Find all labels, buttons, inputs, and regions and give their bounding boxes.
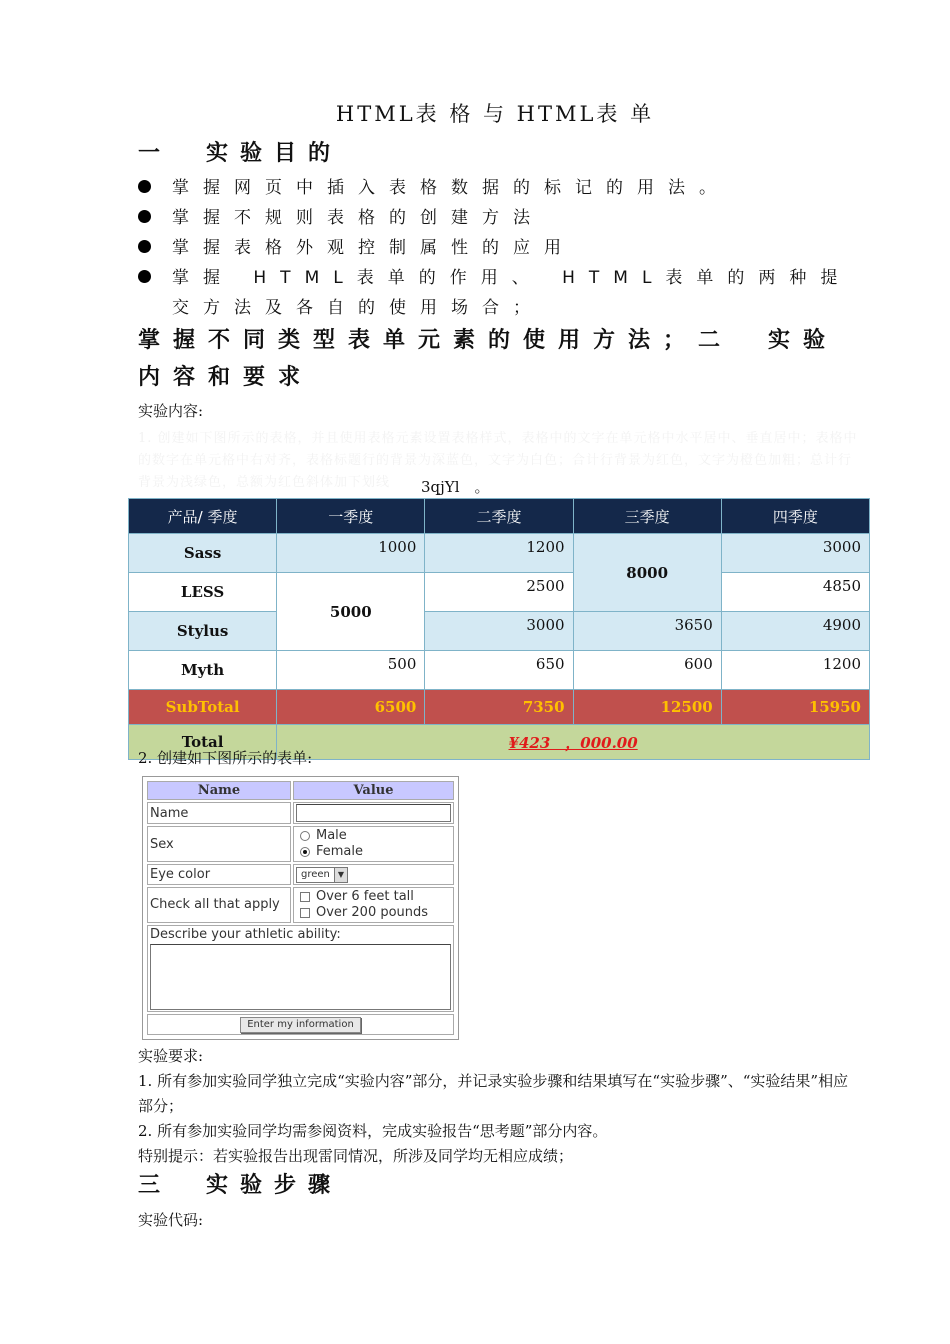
cell: 1200	[721, 651, 869, 690]
objective-item	[138, 233, 858, 263]
checkbox-tall[interactable]	[296, 889, 451, 905]
radio-icon[interactable]	[300, 831, 310, 841]
eye-color-select[interactable]	[296, 867, 348, 883]
row-label-stylus: Stylus	[129, 612, 277, 651]
describe-cell	[147, 925, 454, 1012]
objective-item	[138, 203, 858, 233]
objective-text: 掌握不规则表格的创建方法	[172, 208, 544, 228]
objective-item	[138, 173, 858, 203]
checkbox-icon[interactable]	[300, 908, 310, 918]
bullet-icon	[138, 180, 151, 193]
header-q1: 一季度	[277, 499, 425, 534]
total-amount: ¥423 ，000.00	[508, 733, 638, 752]
form-row-check	[147, 887, 454, 923]
table-row	[129, 534, 870, 573]
header-q4: 四季度	[721, 499, 869, 534]
bullet-icon	[138, 240, 151, 253]
cell: 500	[277, 651, 425, 690]
subtotal-row	[129, 690, 870, 725]
objective-text: 掌握网页中插入表格数据的标记的用法。	[172, 178, 730, 198]
requirements-block	[138, 1044, 858, 1169]
section-2-heading: 掌握不同类型表单元素的使用方法；二 实验内容和要求	[138, 327, 839, 390]
bullet-icon	[138, 210, 151, 223]
athletic-textarea[interactable]	[150, 944, 451, 1010]
cell: 3650	[573, 612, 721, 651]
name-value-cell	[293, 802, 454, 824]
document-title: HTML表 格 与 HTML表 单	[335, 102, 655, 126]
form-row-describe	[147, 925, 454, 1012]
col-value-header: Value	[293, 781, 454, 800]
checkbox-weight[interactable]	[296, 905, 451, 921]
table-header-row	[129, 499, 870, 534]
requirement-item-2: 2. 所有参加实验同学均需参阅资料，完成实验报告“思考题”部分内容。	[138, 1122, 608, 1140]
requirements-title: 实验要求:	[138, 1047, 204, 1065]
form-row-sex	[147, 826, 454, 862]
content-label: 实验内容:	[138, 402, 204, 420]
cell: 4900	[721, 612, 869, 651]
section-3-heading: 三 实验步骤	[138, 1172, 343, 1198]
row-label-sass: Sass	[129, 534, 277, 573]
row-label-myth: Myth	[129, 651, 277, 690]
form-row-submit	[147, 1014, 454, 1035]
requirement-item-1: 1. 所有参加实验同学独立完成“实验内容”部分，并记录实验步骤和结果填写在“实验步骤”、“实验结果”相应部分；	[138, 1072, 849, 1115]
header-q2: 二季度	[425, 499, 573, 534]
objective-text: 掌握 HTML表单的作用、 HTML表单的两种提交方法及各自的使用场合；	[172, 268, 852, 318]
describe-label: Describe your athletic ability:	[150, 926, 341, 942]
cell: 3000	[721, 534, 869, 573]
form-table	[145, 779, 456, 1037]
objective-item	[138, 263, 858, 323]
radio-label: Female	[316, 844, 364, 859]
cell: 650	[425, 651, 573, 690]
table-row	[129, 651, 870, 690]
table-row	[129, 573, 870, 612]
total-label: Total	[129, 725, 277, 760]
checkbox-label: Over 6 feet tall	[316, 888, 414, 904]
sex-value-cell	[293, 826, 454, 862]
objectives-list	[138, 173, 858, 323]
form-row-name	[147, 802, 454, 824]
row-label-less: LESS	[129, 573, 277, 612]
merged-cell-q1: 5000	[277, 573, 425, 651]
form-section-label: 2. 创建如下图所示的表单:	[138, 749, 313, 767]
cell: 4850	[721, 573, 869, 612]
total-amount-cell	[277, 725, 870, 760]
radio-male[interactable]	[296, 828, 451, 844]
select-value: green	[301, 869, 330, 880]
submit-cell	[147, 1014, 454, 1035]
cell: 1200	[425, 534, 573, 573]
objective-text: 掌握表格外观控制属性的应用	[172, 238, 575, 258]
chevron-down-icon[interactable]: ▼	[334, 868, 347, 882]
sex-label: Sex	[147, 826, 291, 862]
cell: 3000	[425, 612, 573, 651]
name-label: Name	[147, 802, 291, 824]
subtotal-cell: 6500	[277, 690, 425, 725]
cell: 600	[573, 651, 721, 690]
table-row	[129, 612, 870, 651]
merged-cell-q3: 8000	[573, 534, 721, 612]
submit-button[interactable]: Enter my information	[240, 1017, 361, 1033]
sample-form	[142, 776, 459, 1040]
eye-label: Eye color	[147, 864, 291, 885]
eye-value-cell	[293, 864, 454, 885]
radio-female[interactable]	[296, 844, 451, 860]
cell: 1000	[277, 534, 425, 573]
header-q3: 三季度	[573, 499, 721, 534]
section-1-heading: 一 实验目的	[138, 140, 343, 166]
form-row-eye	[147, 864, 454, 885]
cell: 2500	[425, 573, 573, 612]
bullet-icon	[138, 270, 151, 283]
code-label: 实验代码:	[138, 1211, 204, 1229]
radio-label: Male	[316, 828, 347, 843]
col-name-header: Name	[147, 781, 291, 800]
form-header-row	[147, 781, 454, 800]
checkbox-icon[interactable]	[300, 892, 310, 902]
name-input[interactable]	[296, 804, 451, 822]
check-label: Check all that apply	[147, 887, 291, 923]
subtotal-cell: 7350	[425, 690, 573, 725]
radio-selected-icon[interactable]	[300, 847, 310, 857]
subtotal-cell: 15950	[721, 690, 869, 725]
sales-table	[128, 498, 870, 760]
checkbox-label: Over 200 pounds	[316, 904, 429, 920]
code-fragment: 3qjYl 。	[421, 478, 490, 496]
check-value-cell	[293, 887, 454, 923]
subtotal-label: SubTotal	[129, 690, 277, 725]
header-product: 产品/ 季度	[129, 499, 277, 534]
faint-instructions: 1. 创建如下图所示的表格，并且使用表格元素设置表格样式，表格中的文字在单元格中水平居中、垂直居中；表格中的数字在单元格中右对齐，表格标题行的背景为深蓝色，文字为白色；合计行背景为红色，文字为橙色加粗；总计行背景为浅绿色，总额为红色斜体加下划线	[138, 431, 858, 490]
requirement-notice: 特别提示：若实验报告出现雷同情况，所涉及同学均无相应成绩；	[138, 1147, 574, 1165]
subtotal-cell: 12500	[573, 690, 721, 725]
